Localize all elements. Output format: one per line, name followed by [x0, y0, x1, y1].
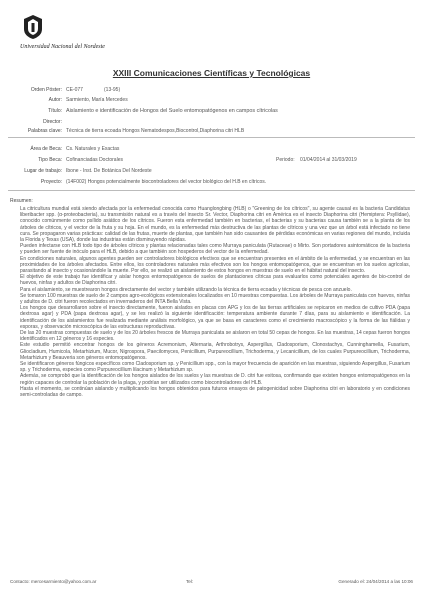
- proyecto-value: (14F002) Hongos potencialmente biocontroladores del vector biológico del H.B en cítricos.: [66, 179, 267, 185]
- tipo-beca-value: Cofinanciadas Doctorales: [66, 157, 123, 163]
- periodo-label: Periodo:: [276, 157, 295, 163]
- autor-label: Autor:: [48, 97, 62, 103]
- area-beca-label: Área de Beca:: [30, 146, 62, 152]
- footer-contact: Contacto: mercesarmiento@yahoo.com.ar: [10, 579, 97, 584]
- resumen-label: Resumen:: [10, 198, 33, 204]
- orden-poster-value: CE-077: [66, 87, 83, 93]
- resumen-paragraph: Se tomaron 100 muestras de suelo de 2 campos agro-ecológicos extensionales localizados en 10 muestras compuestas. Los árboles de Murraya paniculata con huevos, ninfas y adultos de D. citri fueron recolectados en invernaderos del INTA Bella Vista.: [20, 292, 410, 306]
- resumen-paragraph: El objetivo de este trabajo fue identificar y aislar hongos entomopatógenos de suelos de plantaciones cítricas para evaluarlos como potenciales agentes de bio-control de huevos, ninfas y adultos de Diaphorina citri.: [20, 274, 410, 287]
- orden-poster-label: Orden Póster:: [30, 87, 62, 93]
- palabras-clave-value: Técnica de tierra ecoada Hongos Nematodespos,Biocontrol,Diaphorina citri HLB: [66, 128, 245, 134]
- proyecto-label: Proyecto:: [40, 179, 62, 185]
- resumen-paragraph: Este estudio permitió encontrar hongos de los géneros Acremonium, Alternaria, Arthrobotrys, Aspergillus, Cladosporium, Clonostachys, Cunninghamella, Fusarium, Gliocladium, Humicola, Metarhizium, Mucor, Nigrospora, Paecilomyces, Penicillium, Purpureocillium, Trichoderma, y Lecanicillium, de los cuales Purpureocillium, Trichoderma, Metarhizium y Beauveria son géneros entomopatógenos.: [20, 342, 410, 361]
- resumen-paragraph: De las 20 muestras compuestas de suelo y de los 20 árboles frescos de Murraya paniculata se aislaron en total 50 cepas de hongos. En las muestras, 14 cepas fueron hongos identificados en 12 géneros y 16 especies.: [20, 330, 410, 343]
- orden-poster-code: (13-95): [104, 87, 121, 93]
- footer-generated: Generado el: 24/04/2014 a las 10:06: [338, 579, 413, 584]
- divider: [8, 137, 415, 138]
- resumen-body: [20, 206, 410, 572]
- tipo-beca-label: Tipo Beca:: [38, 157, 62, 163]
- area-beca-value: Cs. Naturales y Exactas: [66, 146, 120, 152]
- divider: [8, 190, 415, 191]
- university-logo: [22, 14, 44, 40]
- resumen-paragraph: Pueden infectarse con HLB todo tipo de árboles cítricos y plantas relacionadas tales como Murraya paniculata (Rutaceae) o Mirto. Son portadores asintomáticos de la bacteria y pueden ser fuente de inóculo para el HLB, debido a que también son hospederos del vector de la enfermedad.: [20, 243, 410, 256]
- lugar-trabajo-value: Ibone - Inst. De Botánica Del Nordeste: [66, 168, 152, 174]
- resumen-paragraph: En condiciones naturales, algunos agentes pueden ser controladores biológicos efectivos que se encuentran presentes en el ámbito de la enfermedad, y se encuentran en las proximidades de los árboles afectados. Entre ellos, los controladores naturales más efectivos son los hongos entomopatógenos, que se encuentran en los suelos agrícolas, parasitando al insecto y ocasionándole la muerte. Por ello, se realizó un aislamiento de estos hongos en muestras de suelo en el hábitat natural del insecto.: [20, 255, 410, 275]
- periodo-value: 01/04/2014 al 31/03/2019: [300, 157, 357, 163]
- titulo-label: Título:: [48, 108, 62, 114]
- resumen-paragraph: La citricultura mundial está siendo afectada por la enfermedad conocida como Huanglongbing (HLB) o "Greening de los cítricos", su agente causal es la bacteria Candidatus liberibacter spp. (α-proteobacteria), su transmisión natural es a través del insecto Sr. Vector, Diaphorina citri en América es el insecto Diaphorina citri (Hemiptera: Psyllidae), conocido comúnmente como psílido asiático de los cítricos. Fueron esta enfermedad también en bacterias, el bacterias y su bacterias causa también se a la planta de los árboles de cítricos, y el vector de la fruta y su hoja. En el mundo, es la enfermedad más destructiva de las plantas de cítricos y una vez que un árbol está infectado no tiene cura. Se propagaron varias prácticas: calidad de las frutas, muerte de plantas, que también han sido causantes de pérdidas económicas en varias regiones del mundo, incluida la Florida y Texas (USA), donde las industrias están disminuyendo rápidas.: [20, 206, 410, 244]
- event-title: XXIII Comunicaciones Científicas y Tecnológicas: [112, 68, 311, 78]
- director-label: Director:: [43, 119, 62, 125]
- autor-value: Sarmiento, María Mercedes: [66, 97, 128, 103]
- university-name: Universidad Nacional del Nordeste: [20, 44, 105, 50]
- titulo-value: Aislamiento e identificación de Hongos del Suelo entomopatógenos en campos cítricolas: [66, 108, 278, 114]
- resumen-paragraph: Además, se comprobó que la identificación de los hongos aislados de los suelos y las muestras de D. citri fue exitosa, confirmando que existen hongos entomopatógenos en la región capaces de controlar la población de la plaga, y podrían ser utilizados como biocontroladores del HLB.: [20, 373, 410, 386]
- footer-tel: Tel:: [186, 579, 194, 584]
- palabras-clave-label: Palabras clave:: [27, 128, 62, 134]
- resumen-paragraph: Para el aislamiento, se muestrearon hongos directamente del vector y también utilizando la técnica de tierra ecoada y técnicas de pesca con anzuelo.: [20, 286, 352, 293]
- resumen-paragraph: Los hongos que desarrollaron sobre el insecto directamente, fueron aislados en placas con APG y los de las tierras artificiales se repicaron en medios de cultivo PDA (papa dextrosa agar) y PDA (papa dextrosa agar), y se les realizó la siguiente identificación: temperatura ambiente durante 7 días, para su aislamiento e identificación. La identificación de los aislamientos fue realizada mediante análisis morfológico, ya que se basa en caracteres como el crecimiento macroscópico y la forma de las fiálidas y esporas, y observación microscópica de las estructuras reproductivas.: [20, 305, 410, 330]
- resumen-paragraph: Se identificaron géneros fúngicos específicos como Cladosporium sp. y Penicillium spp., con la mayor frecuencia de aparición en las muestras, siguiendo Aspergillus, Fusarium sp. y Trichoderma, especies como Purpureocillium lilacinum y Metarhizium sp.: [20, 361, 410, 374]
- lugar-trabajo-label: Lugar de trabajo:: [24, 168, 62, 174]
- resumen-paragraph: Hasta el momento, se continúan aislando y multiplicando los hongos obtenidos para futuros ensayos de patogenicidad sobre Diaphorina citri en laboratorio y en condiciones semi-controladas de campo.: [20, 385, 410, 399]
